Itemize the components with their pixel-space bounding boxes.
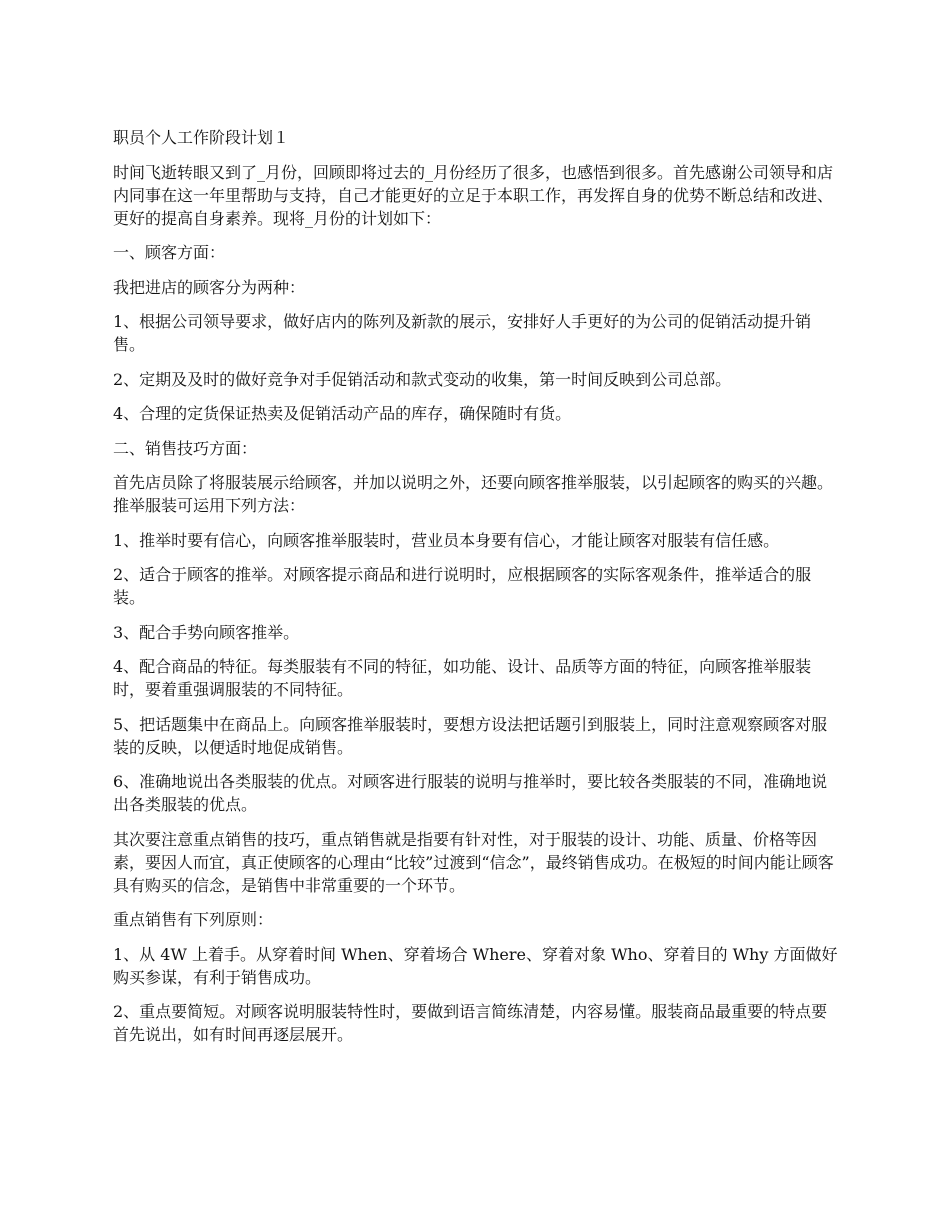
list-item: 1、根据公司领导要求，做好店内的陈列及新款的展示，安排好人手更好的为公司的促销活动提升销售。 <box>113 312 812 354</box>
document-title: 职员个人工作阶段计划１ <box>113 128 290 147</box>
list-item: 1、从 4W 上着手。从穿着时间 When、穿着场合 Where、穿着对象 Who、穿着目的 Why 方面做好购买参谋，有利于销售成功。 <box>113 944 838 987</box>
paragraph: 其次要注意重点销售的技巧，重点销售就是指要有针对性，对于服装的设计、功能、质量、价格等因素，要因人而宜，真正使顾客的心理由“比较”过渡到“信念”，最终销售成功。在极短的时间内能让顾客具有购买的信念，是销售中非常重要的一个环节。 <box>113 829 834 895</box>
paragraph-intro: 时间飞逝转眼又到了_月份，回顾即将过去的_月份经历了很多，也感悟到很多。首先感谢公司领导和店内同事在这一年里帮助与支持，自己才能更好的立足于本职工作，再发挥自身的优势不断总结和改进、更好的提高自身素养。现将_月份的计划如下： <box>113 162 834 228</box>
section-heading-customers: 一、顾客方面： <box>113 243 226 262</box>
list-item: 2、重点要简短。对顾客说明服装特性时，要做到语言简练清楚，内容易懂。服装商品最重要的特点要首先说出，如有时间再逐层展开。 <box>113 1002 828 1044</box>
list-item: 4、合理的定货保证热卖及促销活动产品的库存，确保随时有货。 <box>113 404 572 423</box>
list-item: 1、推举时要有信心，向顾客推举服装时，营业员本身要有信心，才能让顾客对服装有信任感。 <box>113 530 780 550</box>
list-item: 5、把话题集中在商品上。向顾客推举服装时，要想方设法把话题引到服装上，同时注意观察顾客对服装的反映，以便适时地促成销售。 <box>113 714 828 757</box>
document-page <box>113 126 843 1058</box>
list-item: 2、适合于顾客的推举。对顾客提示商品和进行说明时，应根据顾客的实际客观条件，推举适合的服装。 <box>113 565 812 607</box>
list-item: 4、配合商品的特征。每类服装有不同的特征，如功能、设计、品质等方面的特征，向顾客推举服装时，要着重强调服装的不同特征。 <box>113 657 812 699</box>
paragraph: 重点销售有下列原则： <box>113 910 274 929</box>
paragraph: 首先店员除了将服装展示给顾客，并加以说明之外，还要向顾客推举服装，以引起顾客的购买的兴趣。推举服装可运用下列方法： <box>113 473 834 515</box>
list-item: 6、准确地说出各类服装的优点。对顾客进行服装的说明与推举时，要比较各类服装的不同，准确地说出各类服装的优点。 <box>113 772 828 814</box>
list-item: 2、定期及及时的做好竞争对手促销活动和款式变动的收集，第一时间反映到公司总部。 <box>113 369 732 389</box>
list-item: 3、配合手势向顾客推举。 <box>113 622 300 642</box>
paragraph: 我把进店的顾客分为两种： <box>113 277 306 297</box>
section-heading-sales-skills: 二、销售技巧方面： <box>113 438 258 458</box>
